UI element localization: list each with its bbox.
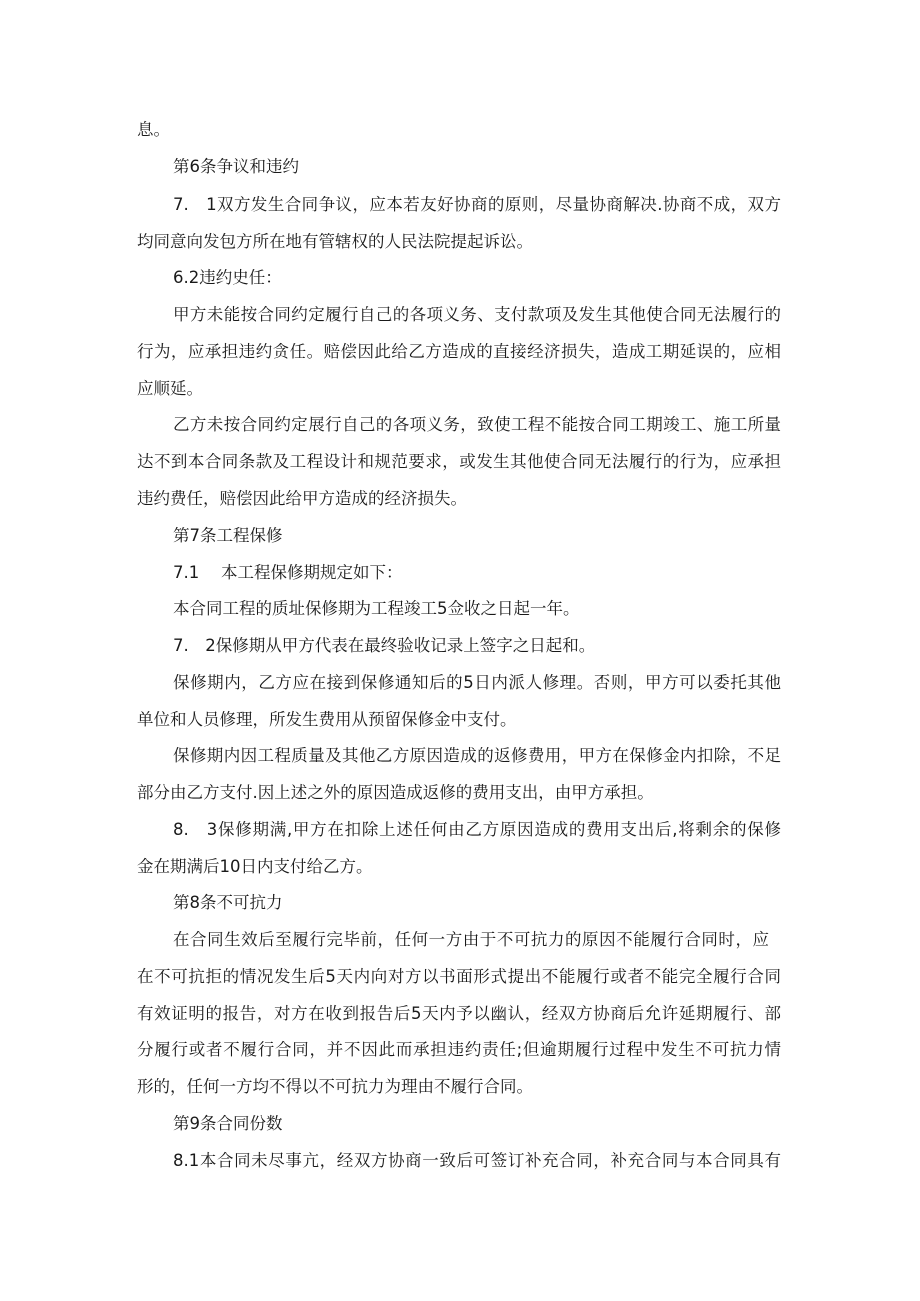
line-text: 均同意向发包方所在地有管辖权的人民法院提起诉讼。 (137, 232, 533, 251)
line-text: 在合同生效后至履行完毕前，任何一方由于不可抗力的原因不能履行合同时，应 (173, 930, 769, 949)
line-text: 单位和人员修理，所发生费用从预留保修金中支付。 (137, 710, 517, 729)
line-text: 第9条合同份数 (173, 1114, 283, 1133)
line-text: 乙方未按合同约定展行自己的各项义务，致使工程不能按合同工期竣工、施工所量 (173, 415, 781, 434)
line-text: 违约费任，赔偿因此给甲方造成的经济损失。 (137, 489, 467, 508)
line-text: 8.1本合同未尽事亢，经双方协商一致后可签订补充合同，补充合同与本合同具有 (173, 1151, 781, 1170)
line-text: 第6条争议和违约 (173, 157, 299, 176)
line-text: 应顺延。 (137, 379, 203, 398)
line-text: 8. 3保修期满,甲方在扣除上述任何由乙方原因造成的费用支出后,将剩余的保修 (173, 820, 781, 839)
line-text: 形的，任何一方均不得以不可抗力为理由不履行合同。 (137, 1077, 533, 1096)
line-text: 第7条工程保修 (173, 526, 283, 545)
line-text: 6.2违约史任： (173, 268, 282, 287)
line-text: 本合同工程的质址保修期为工程竣工5佥收之日起一年。 (173, 599, 580, 618)
line-text: 部分由乙方支付.因上述之外的原因造成返修的费用支出，由甲方承担。 (137, 783, 654, 802)
line-text: 保修期内，乙方应在接到保修通知后的5日内派人修理。否则，甲方可以委托其他 (173, 673, 781, 692)
line-text: 在不可抗拒的情况发生后5天内向对方以书面形式提出不能履行或者不能完全履行合同 (137, 967, 781, 986)
line-text: 第8条不可抗力 (173, 893, 283, 912)
line-text: 息。 (137, 120, 170, 139)
line-text: 分履行或者不履行合同，并不因此而承担违约责任;但逾期履行过程中发生不可抗力情 (137, 1040, 781, 1059)
line-text: 有效证明的报告，对方在收到报告后5天内予以幽认，经双方协商后允许延期履行、部 (137, 1004, 781, 1023)
line-text: 行为，应承担违约贪任。赔偿因此给乙方造成的直接经济损失，造成工期延误的，应相 (137, 342, 781, 361)
line-text: 金在期满后10日内支付给乙方。 (137, 857, 373, 876)
line-text: 7. 2保修期从甲方代表在最终验收记录上签字之日起和。 (173, 636, 596, 655)
line-text: 甲方未能按合同约定履行自己的各项义务、支付款项及发生其他使合同无法履行的 (173, 305, 781, 324)
line-text: 达不到本合同条款及工程设计和规范要求，或发生其他使合同无法履行的行为，应承担 (137, 452, 781, 471)
line-text: 7. 1双方发生合同争议，应本若友好协商的原则，尽量协商解决.协商不成，双方 (173, 195, 781, 214)
line-text: 7.1 本工程保修期规定如下： (173, 563, 403, 582)
line-text: 保修期内因工程质量及其他乙方原因造成的返修费用，甲方在保修金内扣除，不足 (173, 746, 781, 765)
